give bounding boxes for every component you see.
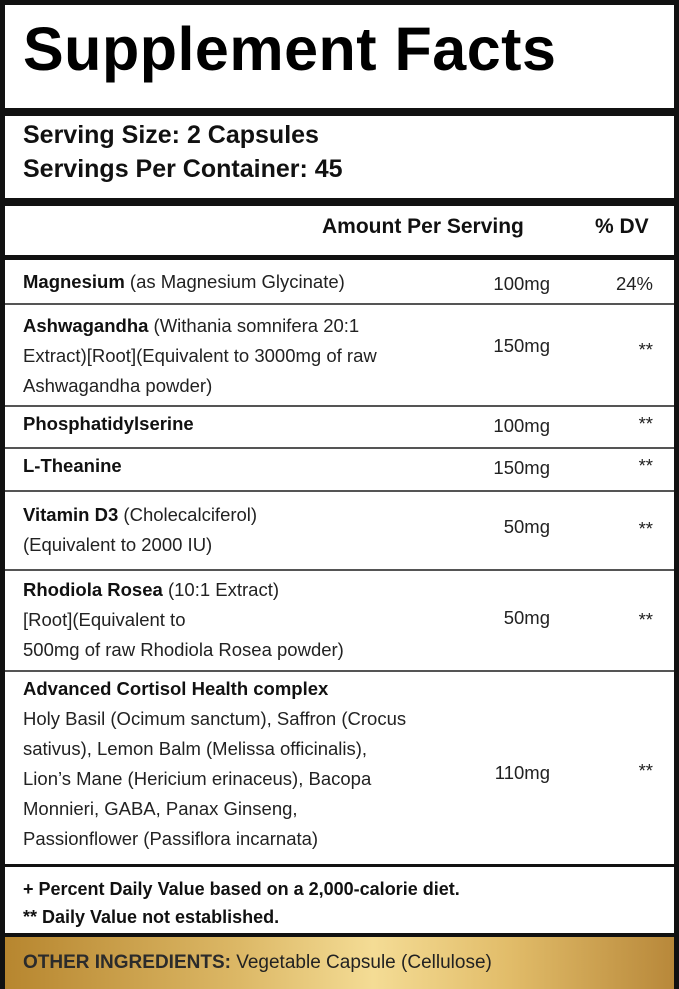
ingredient-detail: (as Magnesium Glycinate) bbox=[124, 271, 345, 292]
ingredient-name: Phosphatidylserine bbox=[23, 413, 194, 434]
ingredient-row bbox=[5, 449, 674, 489]
ingredient-detail: (Withania somnifera 20:1 bbox=[148, 315, 360, 336]
footnote-divider bbox=[5, 864, 674, 867]
footnote-percent-dv: + Percent Daily Value based on a 2,000-calorie diet. bbox=[23, 879, 460, 899]
other-ingredients-value: Vegetable Capsule (Cellulose) bbox=[230, 952, 492, 973]
ingredient-amount: 150mg bbox=[493, 457, 550, 478]
ingredient-row bbox=[5, 571, 674, 670]
ingredient-name: Rhodiola Rosea bbox=[23, 579, 163, 600]
ingredient-detail: sativus), Lemon Balm (Melissa officinalis), bbox=[23, 738, 368, 759]
ingredient-row bbox=[5, 672, 674, 864]
other-ingredients-label: OTHER INGREDIENTS: bbox=[23, 952, 231, 973]
ingredient-detail: (Equivalent to 2000 IU) bbox=[23, 534, 213, 555]
ingredient-dv: ** bbox=[638, 518, 653, 539]
ingredient-dv: ** bbox=[638, 339, 653, 360]
ingredient-detail: 500mg of raw Rhodiola Rosea powder) bbox=[23, 639, 344, 660]
ingredient-row bbox=[5, 305, 674, 405]
ingredient-dv: ** bbox=[638, 455, 653, 476]
ingredient-description bbox=[23, 575, 463, 665]
dv-column-header: % DV bbox=[595, 215, 649, 238]
ingredient-dv: ** bbox=[638, 413, 653, 434]
ingredient-dv: ** bbox=[638, 760, 653, 781]
ingredient-row bbox=[5, 263, 674, 303]
ingredient-amount: 150mg bbox=[493, 335, 550, 356]
title-divider bbox=[5, 108, 674, 116]
ingredient-amount: 100mg bbox=[493, 415, 550, 436]
ingredient-detail: Monnieri, GABA, Panax Ginseng, bbox=[23, 798, 298, 819]
ingredient-amount: 100mg bbox=[493, 273, 550, 294]
serving-size: Serving Size: 2 Capsules bbox=[23, 121, 319, 149]
ingredient-detail: [Root](Equivalent to bbox=[23, 609, 186, 630]
other-ingredients-band bbox=[5, 937, 674, 989]
ingredient-name: Ashwagandha bbox=[23, 315, 149, 336]
ingredient-description bbox=[23, 311, 463, 401]
ingredient-description bbox=[23, 674, 483, 854]
serving-divider bbox=[5, 198, 674, 206]
ingredient-detail: Lion’s Mane (Hericium erinaceus), Bacopa bbox=[23, 768, 372, 789]
ingredient-amount: 110mg bbox=[494, 762, 550, 783]
serving-info bbox=[5, 118, 674, 186]
ingredient-name: L-Theanine bbox=[23, 455, 122, 476]
ingredient-amount: 50mg bbox=[503, 516, 550, 537]
ingredient-detail: Ashwagandha powder) bbox=[23, 375, 213, 396]
ingredient-row bbox=[5, 407, 674, 447]
ingredient-description bbox=[23, 267, 463, 297]
header-divider bbox=[5, 255, 674, 260]
amount-column-header: Amount Per Serving bbox=[322, 215, 524, 238]
ingredient-detail: (Cholecalciferol) bbox=[118, 504, 258, 525]
ingredient-detail: (10:1 Extract) bbox=[162, 579, 279, 600]
ingredient-description bbox=[23, 500, 463, 560]
ingredient-row bbox=[5, 492, 674, 568]
ingredient-name: Vitamin D3 bbox=[23, 504, 119, 525]
ingredient-description bbox=[23, 409, 463, 439]
ingredient-name: Advanced Cortisol Health complex bbox=[23, 678, 329, 699]
ingredient-detail: Holy Basil (Ocimum sanctum), Saffron (Crocus bbox=[23, 708, 407, 729]
ingredient-detail: Passionflower (Passiflora incarnata) bbox=[23, 828, 319, 849]
ingredient-name: Magnesium bbox=[23, 271, 125, 292]
ingredient-amount: 50mg bbox=[503, 607, 550, 628]
footnote-dv-not-established: ** Daily Value not established. bbox=[23, 907, 280, 927]
ingredient-dv: 24% bbox=[615, 273, 653, 294]
ingredient-description bbox=[23, 451, 463, 481]
servings-per-container: Servings Per Container: 45 bbox=[23, 155, 343, 183]
panel-title: Supplement Facts bbox=[23, 15, 557, 83]
ingredient-dv: ** bbox=[638, 609, 653, 630]
ingredient-detail: Extract)[Root](Equivalent to 3000mg of raw bbox=[23, 345, 377, 366]
